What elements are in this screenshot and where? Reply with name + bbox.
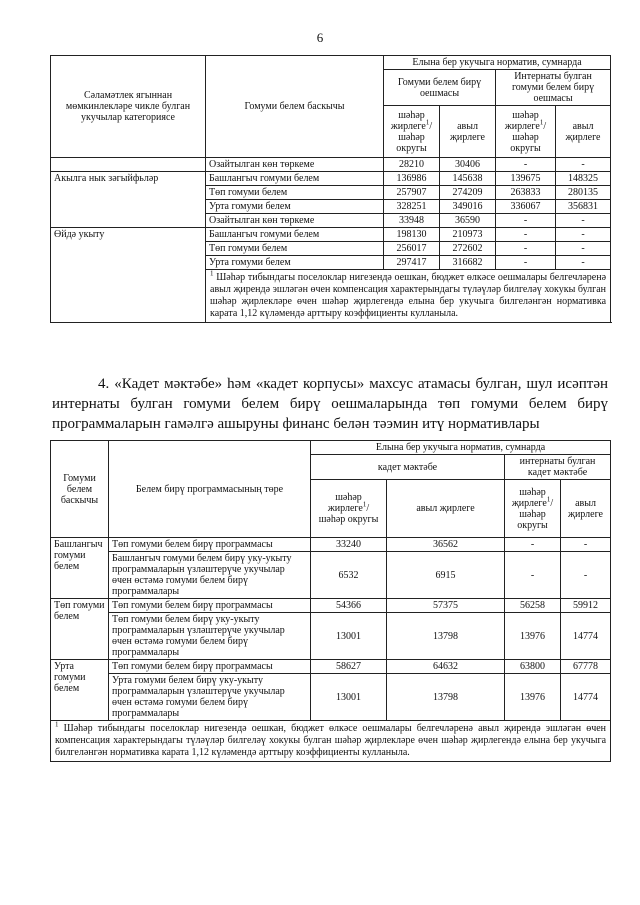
header-level: Гомуми белем баскычы bbox=[206, 56, 384, 158]
category-intellect: Акылга нык зәгыйфьләр bbox=[51, 172, 206, 228]
section-heading: 4. «Кадет мәктәбе» һәм «кадет корпусы» махсус атамасы булган, шул исәптән интернаты булган гомуми белем бирү оешмаларында төп гомуми белем бирү программаларын гамәлгә ашыруны финанс белән тәэмин итү нормативлары bbox=[52, 376, 608, 432]
header-village-boarding: авыл җирлеге bbox=[561, 480, 611, 538]
level-primary: Башлангыч гомуми белем bbox=[51, 538, 109, 599]
table-row: Төп гомуми белем 257907 274209 263833 280135 bbox=[51, 186, 611, 200]
footnote-1: $^1$ Шәһәр тибындагы поселоклар нигезендә оешкан, бюджет өлкәсе оешмалары белгечләренә авыл җирендә эшләгән өчен компенсация характерындагы түләүләр билгеләү хокукы булган шәһәр җирлекләре өчен шәһәр җирлегендә елына бер укучыга билгеләнгән нормативка карата 1,12 күләмендә арттыру коэффициенты кулланыла. bbox=[206, 270, 611, 323]
header-village: авыл җирлеге bbox=[387, 480, 505, 538]
table-row: Урта гомуми белем 328251 349016 336067 356831 bbox=[51, 200, 611, 214]
header-city-boarding: шәһәр жирлеге$^1$/ шәһәр округы bbox=[496, 106, 556, 158]
header-boarding-org: Интернаты булган гомуми белем бирү оешмасы bbox=[496, 70, 611, 106]
level-basic: Төп гомуми белем bbox=[51, 599, 109, 660]
header-village-boarding: авыл җирлеге bbox=[556, 106, 611, 158]
header-norm: Елына бер укучыга норматив, сумнарда bbox=[311, 441, 611, 455]
header-program: Белем бирү программасының төре bbox=[109, 441, 311, 538]
table-row: Башлангыч гомуми белем бирү уку-укыту программаларын үзләштерүче укучылар өчен өстәмә гомуми белем бирү программалары 6532 6915 - - bbox=[51, 552, 611, 599]
header-village: авыл җирлеге bbox=[440, 106, 496, 158]
header-level: Гомуми белем баскычы bbox=[51, 441, 109, 538]
header-general-org: Гомуми белем бирү оешмасы bbox=[384, 70, 496, 106]
level-secondary: Урта гомуми белем bbox=[51, 660, 109, 721]
header-norm: Елына бер укучыга норматив, сумнарда bbox=[384, 56, 611, 70]
header-cadet: кадет мәктәбе bbox=[311, 455, 505, 480]
page-number: 6 bbox=[316, 30, 324, 45]
header-category: Сәламәтлек ягыннан мөмкинлекләре чикле булган укучылар категориясе bbox=[51, 56, 206, 158]
table-row: Төп гомуми белем бирү уку-укыту программаларын үзләштерүче укучылар өчен өстәмә гомуми белем бирү программалары 13001 13798 13976 14774 bbox=[51, 613, 611, 660]
table-row: Төп гомуми белем 256017 272602 - - bbox=[51, 242, 611, 256]
table-disability-norms bbox=[50, 55, 611, 323]
header-city-boarding: шәһәр җирлеге$^1$/ шәһәр округы bbox=[505, 480, 561, 538]
table-cadet-norms bbox=[50, 440, 611, 762]
footnote-2: $^1$ Шәһәр тибындагы поселоклар нигезендә оешкан, бюджет өлкәсе оешмалары белгечләренә авыл җирендә эшләгән өчен компенсация характерындагы түләүләр билгеләү хокукы булган шәһәр җирлекләре өчен шәһәр җирлегендә елына бер укучыга билгеләнгән нормативка карата 1,12 күләмендә арттыру коэффициенты кулланыла. bbox=[51, 721, 611, 762]
table-row: Озайтылган көн төркеме 28210 30406 - - bbox=[51, 158, 611, 172]
table-row: Урта гомуми белем бирү уку-укыту программаларын үзләштерүче укучылар өчен өстәмә гомуми белем бирү программалары 13001 13798 13976 14774 bbox=[51, 674, 611, 721]
header-cadet-boarding: интернаты булган кадет мәктәбе bbox=[505, 455, 611, 480]
table-row: Өйдә укыту Башлангыч гомуми белем 198130 210973 - - bbox=[51, 228, 611, 242]
table-row: Башлангыч гомуми белем Төп гомуми белем бирү программасы 33240 36562 - - bbox=[51, 538, 611, 552]
table-row: Урта гомуми белем Төп гомуми белем бирү программасы 58627 64632 63800 67778 bbox=[51, 660, 611, 674]
table-row: Урта гомуми белем 297417 316682 - - bbox=[51, 256, 611, 270]
table-row: Төп гомуми белем Төп гомуми белем бирү программасы 54366 57375 56258 59912 bbox=[51, 599, 611, 613]
table-row: Акылга нык зәгыйфьләр Башлангыч гомуми белем 136986 145638 139675 148325 bbox=[51, 172, 611, 186]
category-home: Өйдә укыту bbox=[51, 228, 206, 323]
table-row: Озайтылган көн төркеме 33948 36590 - - bbox=[51, 214, 611, 228]
header-city: шәһәр жирлеге$^1$/ шәһәр округы bbox=[384, 106, 440, 158]
header-city: шәһәр жирлеге$^1$/ шәһәр округы bbox=[311, 480, 387, 538]
